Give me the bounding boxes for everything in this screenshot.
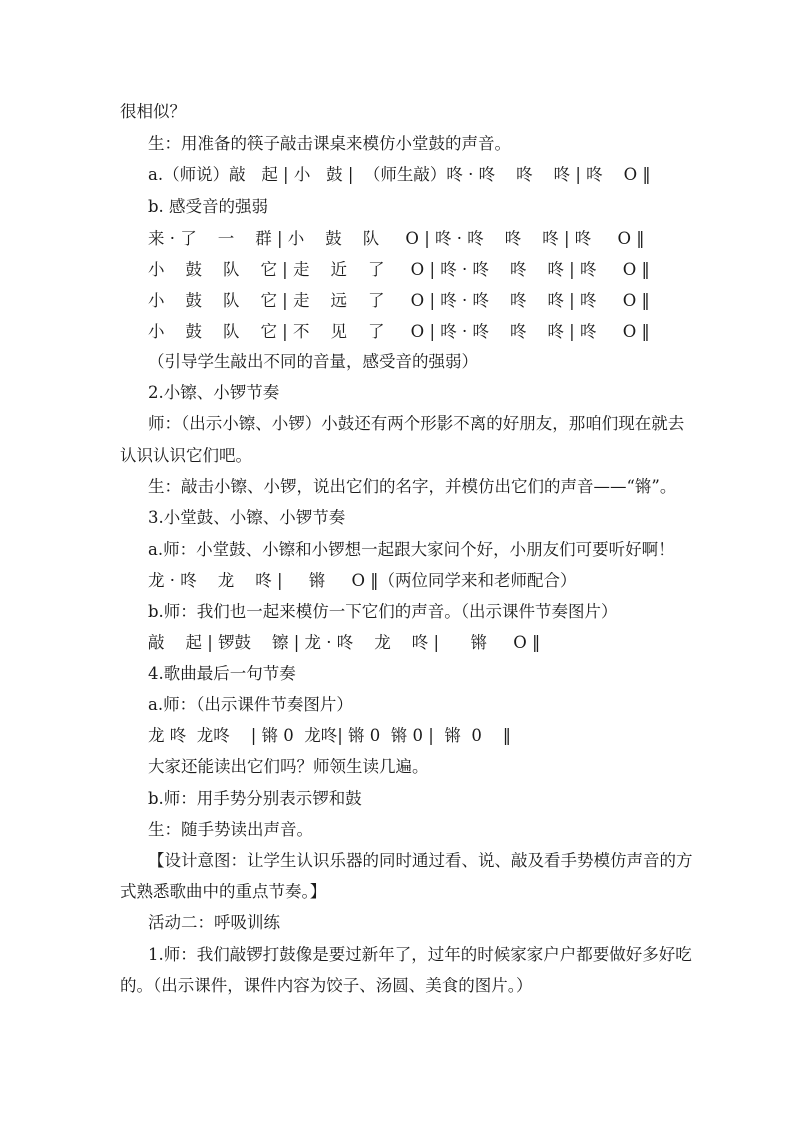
section-heading: 活动二：呼吸训练 bbox=[148, 913, 280, 932]
text-line: b.师：我们也一起来模仿一下它们的声音。（出示课件节奏图片） bbox=[148, 602, 618, 621]
rhythm-line: 小 鼓 队 它 | 走 远 了 O | 咚 · 咚 咚 咚 | 咚 O ‖ bbox=[148, 291, 650, 310]
text-line: 很相似？ bbox=[120, 102, 186, 121]
section-heading: 4.歌曲最后一句节奏 bbox=[148, 664, 296, 683]
text-line: 生：随手势读出声音。 bbox=[148, 820, 313, 839]
rhythm-line: 来 · 了 一 群 | 小 鼓 队 O | 咚 · 咚 咚 咚 | 咚 O ‖ bbox=[148, 229, 645, 248]
text-line: a.师：（出示课件节奏图片） bbox=[148, 695, 353, 714]
text-line: 生：用准备的筷子敲击课桌来模仿小堂鼓的声音。 bbox=[148, 134, 511, 153]
rhythm-line: 敲 起 | 锣鼓 镲 | 龙 · 咚 龙 咚 | 锵 O ‖ bbox=[148, 633, 541, 652]
design-intent-line: 式熟悉歌曲中的重点节奏。】 bbox=[120, 882, 327, 901]
section-heading: 2.小镲、小锣节奏 bbox=[148, 383, 280, 402]
text-line: a.师：小堂鼓、小镲和小锣想一起跟大家问个好，小朋友们可要听好啊！ bbox=[148, 540, 675, 559]
text-line: 师：（出示小镲、小锣）小鼓还有两个形影不离的好朋友，那咱们现在就去 bbox=[148, 414, 685, 433]
text-line: 大家还能读出它们吗？师领生读几遍。 bbox=[148, 757, 429, 776]
text-line: b. 感受音的强弱 bbox=[148, 197, 269, 216]
rhythm-line: a.（师说）敲 起 | 小 鼓 | （师生敲）咚 · 咚 咚 咚 | 咚 O ‖ bbox=[148, 165, 651, 184]
section-heading: 3.小堂鼓、小镲、小锣节奏 bbox=[148, 508, 346, 527]
design-intent-line: 【设计意图：让学生认识乐器的同时通过看、说、敲及看手势模仿声音的方 bbox=[148, 851, 693, 870]
rhythm-line: 小 鼓 队 它 | 不 见 了 O | 咚 · 咚 咚 咚 | 咚 O ‖ bbox=[148, 322, 650, 341]
rhythm-line: 龙 · 咚 龙 咚 | 锵 O ‖（两位同学来和老师配合） bbox=[148, 571, 577, 590]
text-line: 认识认识它们吧。 bbox=[120, 446, 252, 465]
text-line: 的。（出示课件，课件内容为饺子、汤圆、美食的图片。） bbox=[120, 976, 533, 995]
text-line: 生：敲击小镲、小锣，说出它们的名字，并模仿出它们的声音——“锵”。 bbox=[148, 477, 677, 496]
rhythm-line: 龙 咚 龙咚 | 锵 0 龙咚| 锵 0 锵 0 | 锵 0 ‖ bbox=[148, 726, 512, 745]
text-line: （引导学生敲出不同的音量，感受音的强弱） bbox=[148, 352, 478, 371]
text-line: 1.师：我们敲锣打鼓像是要过新年了，过年的时候家家户户都要做好多好吃 bbox=[148, 945, 692, 964]
text-line: b.师：用手势分别表示锣和鼓 bbox=[148, 789, 362, 808]
rhythm-line: 小 鼓 队 它 | 走 近 了 O | 咚 · 咚 咚 咚 | 咚 O ‖ bbox=[148, 260, 650, 279]
